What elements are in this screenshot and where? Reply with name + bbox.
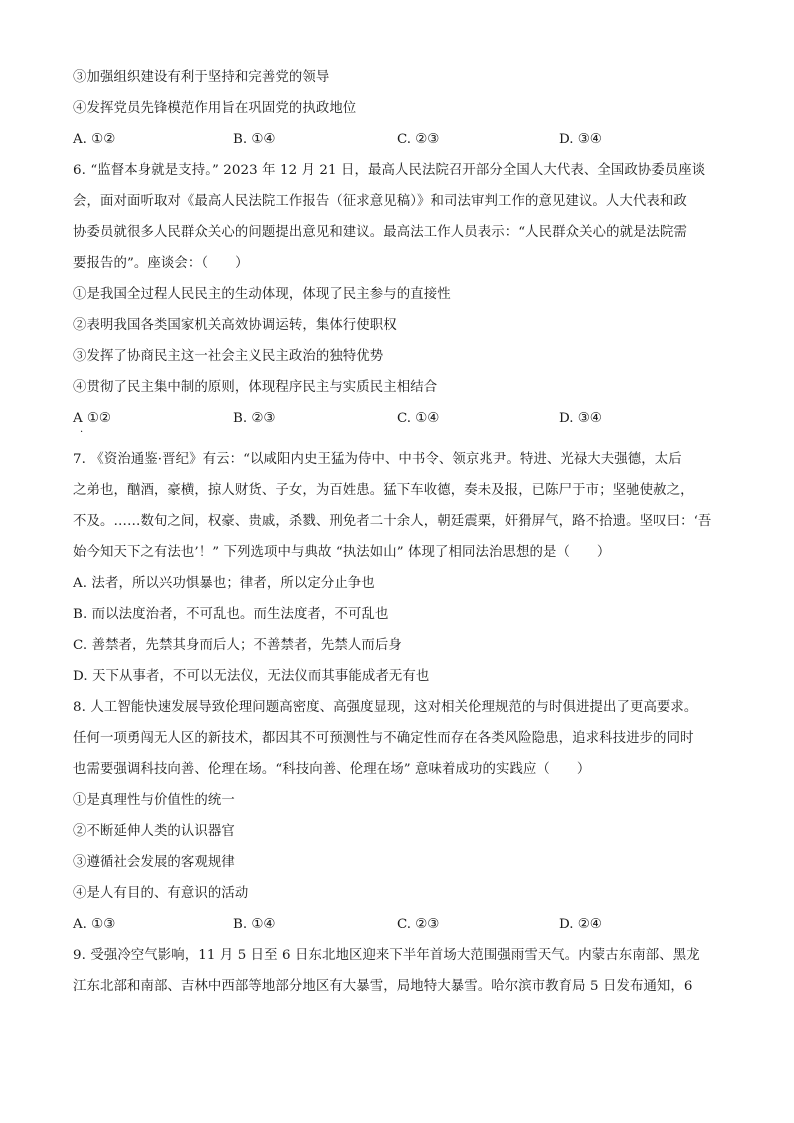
question-7-stem-line-3: 不及。……数旬之间，权豪、贵戚，杀戮、刑免者二十余人，朝廷震栗，奸猾屏气，路不拾遗。坚叹曰：‘吾 (73, 514, 712, 529)
option-a[interactable]: A. 法者，所以兴功惧暴也；律者，所以定分止争也 (73, 576, 375, 591)
question-7-stem-line-1: 7. 《资治通鉴·晋纪》有云：“以咸阳内史王猛为侍中、中书令、领京兆尹。特进、光禄大夫强德，太后 (73, 452, 682, 467)
statement-3: ③遵循社会发展的客观规律 (73, 855, 235, 870)
option-a[interactable]: A. ①③ (73, 917, 116, 932)
option-a[interactable]: A. ①② (73, 132, 116, 147)
option-d[interactable]: D. ③④ (559, 411, 602, 426)
statement-2: ②不断延伸人类的认识器官 (73, 824, 235, 839)
option-d[interactable]: D. ③④ (559, 132, 602, 147)
option-b[interactable]: B. ②③ (233, 411, 276, 426)
statement-3: ③加强组织建设有利于坚持和完善党的领导 (73, 70, 330, 85)
question-9-stem-line-1: 9. 受强冷空气影响，11 月 5 日至 6 日东北地区迎来下半年首场大范围强雨雪天气。内蒙古东南部、黑龙 (73, 948, 700, 963)
question-6 (73, 155, 723, 438)
answer-options (73, 403, 723, 434)
answer-options (73, 909, 723, 940)
option-b[interactable]: B. 而以法度治者，不可乱也。而生法度者，不可乱也 (73, 607, 389, 622)
option-b[interactable]: B. ①④ (233, 917, 276, 932)
statement-2: ②表明我国各类国家机关高效协调运转，集体行使职权 (73, 318, 397, 333)
option-d[interactable]: D. 天下从事者，不可以无法仪，无法仪而其事能成者无有也 (73, 669, 430, 684)
statement-1: ①是我国全过程人民民主的生动体现，体现了民主参与的直接性 (73, 287, 451, 302)
question-6-stem-line-3: 协委员就很多人民群众关心的问题提出意见和建议。最高法工作人员表示：“人民群众关心的就是法院需 (73, 225, 688, 240)
exam-page (73, 62, 723, 1002)
option-c[interactable]: C. ②③ (397, 917, 440, 932)
question-7 (73, 444, 723, 692)
statement-4: ④是人有目的、有意识的活动 (73, 886, 249, 901)
question-8-stem-line-2: 任何一项勇闯无人区的新技术，都因其不可预测性与不确定性而存在各类风险隐患，追求科技进步的同时 (73, 731, 694, 746)
option-d[interactable]: D. ②④ (559, 917, 602, 932)
question-5-tail (73, 62, 723, 155)
statement-1: ①是真理性与价值性的统一 (73, 793, 235, 808)
question-7-stem-line-4: 始今知天下之有法也’！” 下列选项中与典故 “执法如山” 体现了相同法治思想的是（ ） (73, 545, 611, 560)
statement-4: ④贯彻了民主集中制的原则，体现程序民主与实质民主相结合 (73, 380, 438, 395)
question-7-stem-line-2: 之弟也，酗酒，豪横，掠人财货、子女，为百姓患。猛下车收德，奏未及报，已陈尸于市；坚驰使赦之， (73, 483, 694, 498)
stray-mark: · (80, 427, 84, 438)
question-9 (73, 940, 723, 1002)
option-a[interactable]: A ①② (73, 411, 111, 426)
question-9-stem-line-2: 江东北部和南部、吉林中西部等地部分地区有大暴雪，局地特大暴雪。哈尔滨市教育局 5 日发布通知，6 (73, 979, 693, 994)
question-6-stem-line-4: 要报告的”。座谈会：（ ） (73, 256, 249, 271)
option-c[interactable]: C. 善禁者，先禁其身而后人；不善禁者，先禁人而后身 (73, 638, 402, 653)
option-c[interactable]: C. ①④ (397, 411, 440, 426)
question-6-stem-line-2: 会，面对面听取对《最高人民法院工作报告（征求意见稿）》和司法审判工作的意见建议。人大代表和政 (73, 194, 687, 209)
question-8-stem-line-3: 也需要强调科技向善、伦理在场。“科技向善、伦理在场” 意味着成功的实践应（ ） (73, 762, 591, 777)
statement-3: ③发挥了协商民主这一社会主义民主政治的独特优势 (73, 349, 384, 364)
question-8-stem-line-1: 8. 人工智能快速发展导致伦理问题高密度、高强度显现，这对相关伦理规范的与时俱进提出了更高要求。 (73, 700, 698, 715)
statement-4: ④发挥党员先锋模范作用旨在巩固党的执政地位 (73, 101, 357, 116)
option-b[interactable]: B. ①④ (233, 132, 276, 147)
option-c[interactable]: C. ②③ (397, 132, 440, 147)
answer-options (73, 124, 723, 155)
question-8 (73, 692, 723, 940)
question-6-stem-line-1: 6. “监督本身就是支持。” 2023 年 12 月 21 日，最高人民法院召开部分全国人大代表、全国政协委员座谈 (73, 163, 706, 178)
